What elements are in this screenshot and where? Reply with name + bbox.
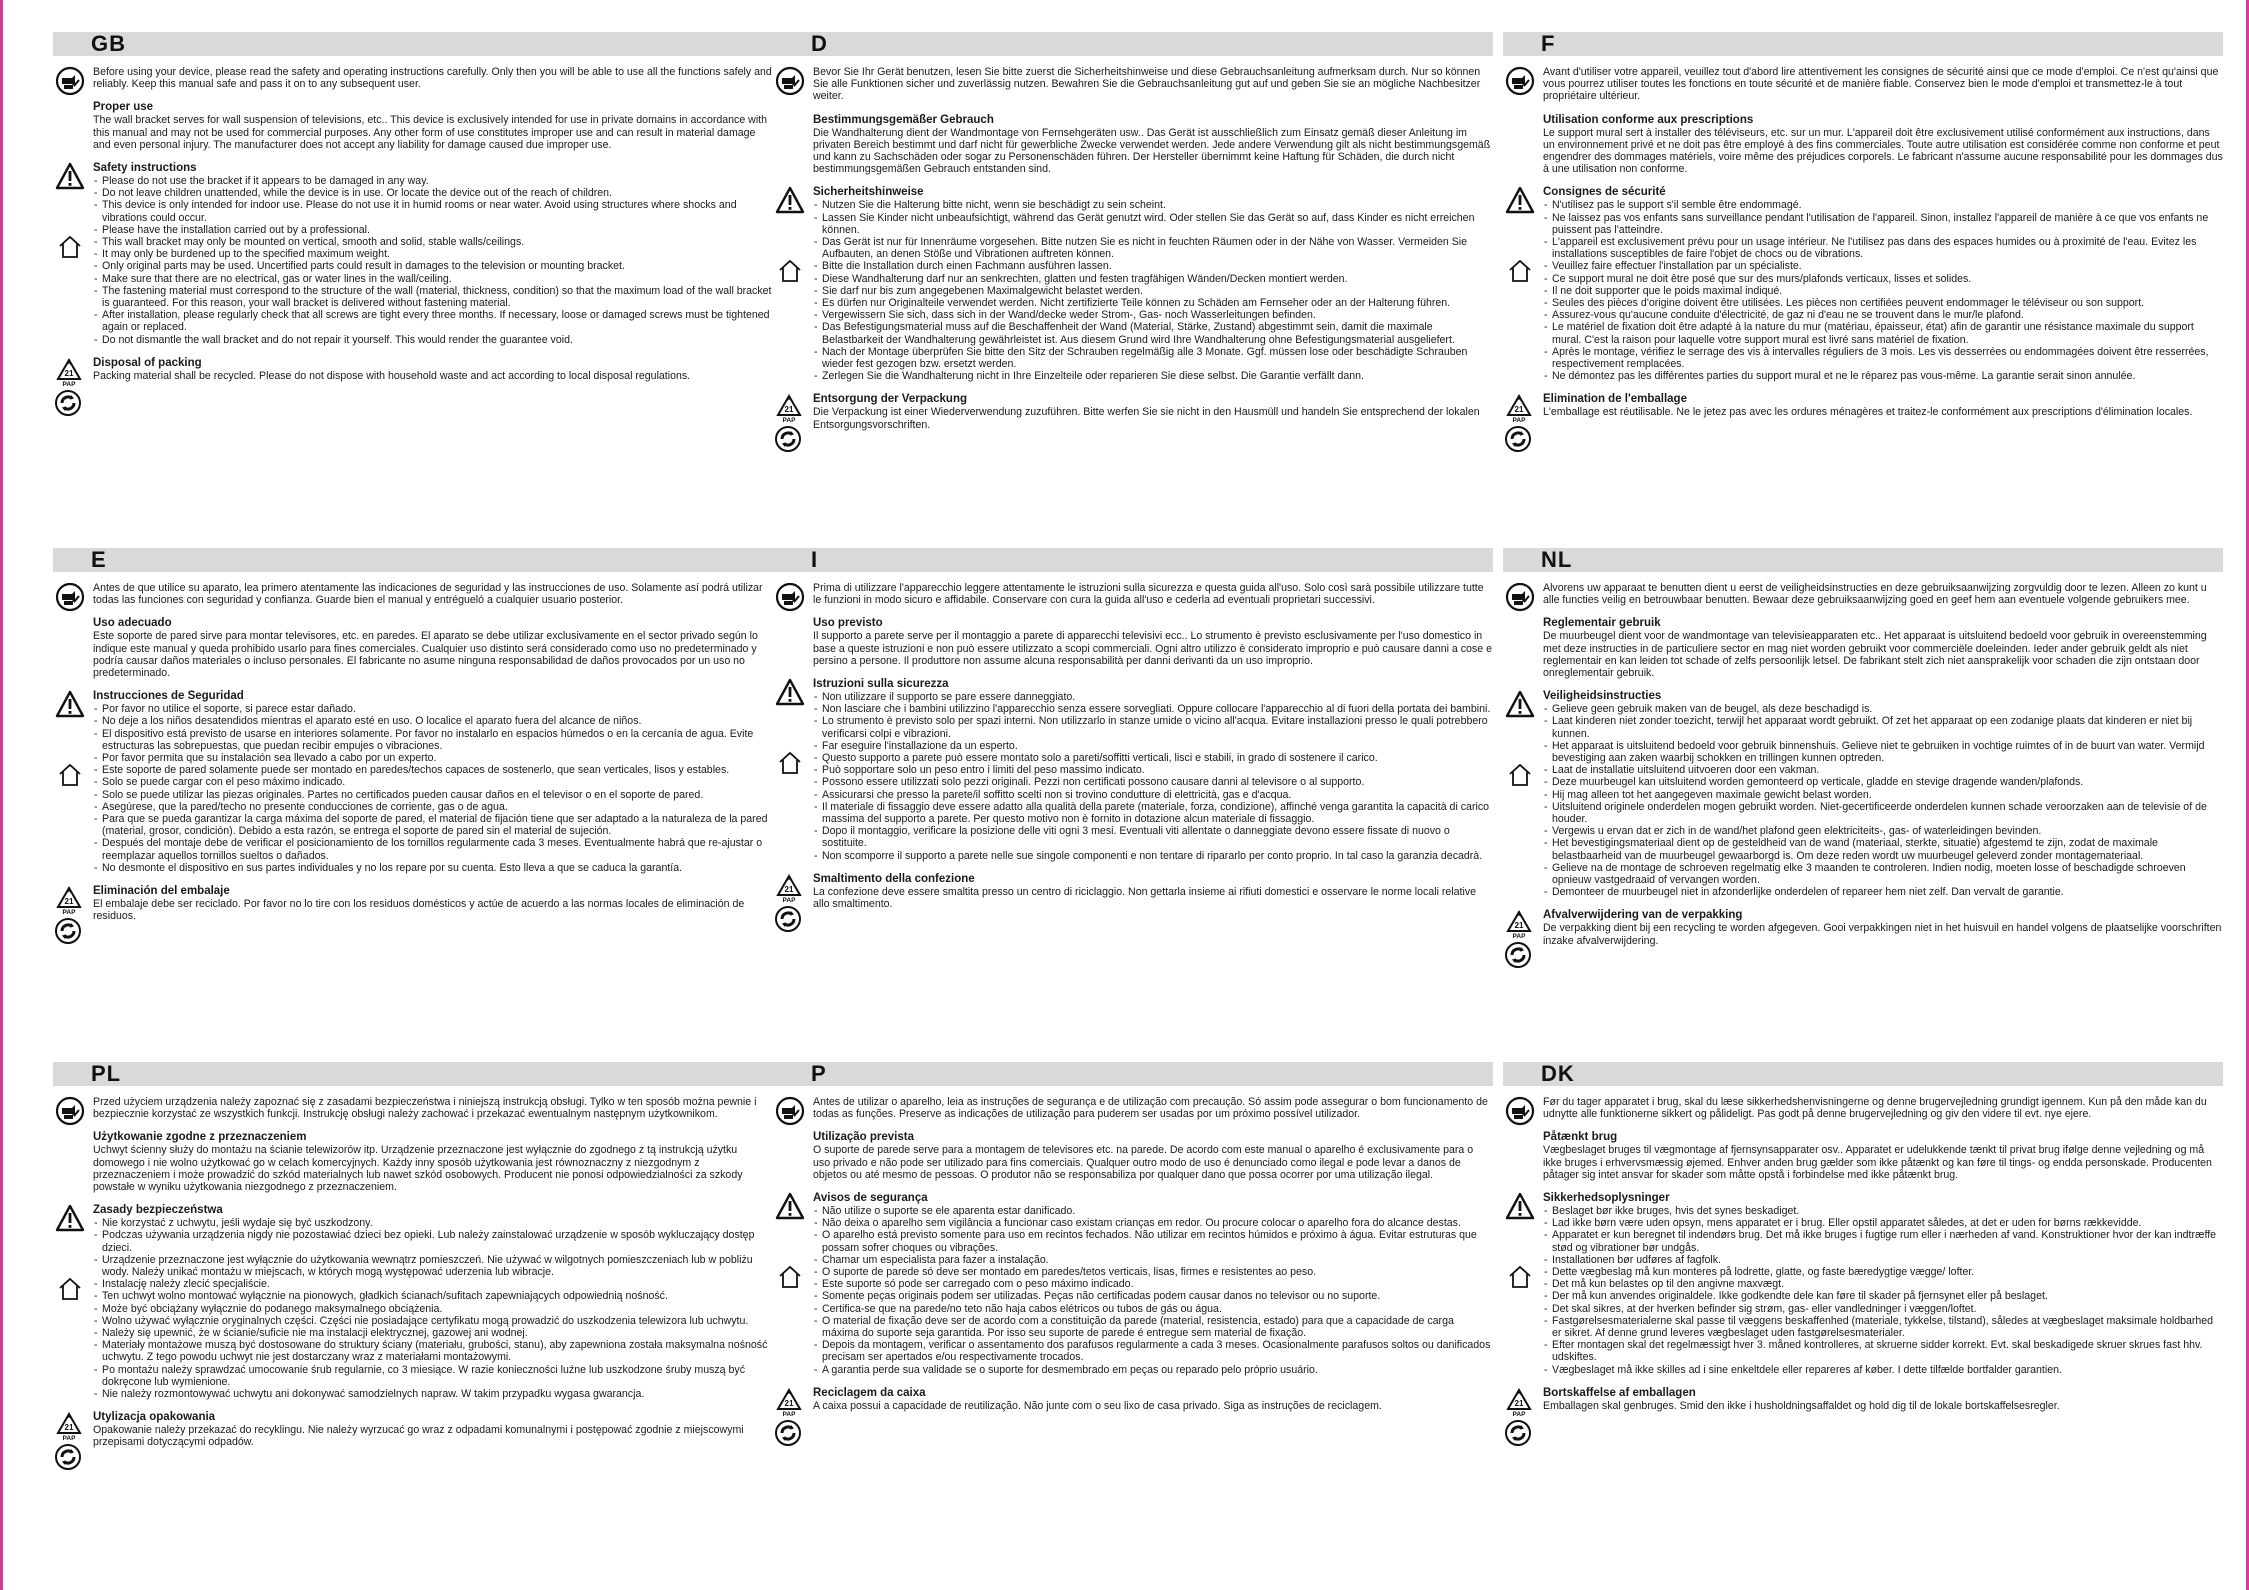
safety-item: - O suporte de parede só deve ser montado em paredes/tetos verticais, lisas, firmes e resistentes ao peso. [813,1266,1493,1278]
safety-item: - Après le montage, vérifiez le serrage des vis à intervalles réguliers de 3 mois. Les vis desserrées ou endommagées doivent être resserrées, respectivement remplacées. [1543,346,2223,370]
disposal-text: A caixa possui a capacidade de reutilização. Não junte com o seu lixo de casa privado. Siga as instruções de reciclagem. [813,1399,1382,1412]
svg-text:21: 21 [64,368,74,378]
warning-triangle-icon [775,1192,805,1222]
svg-text:PAP: PAP [1512,1410,1526,1417]
safety-block [773,678,1493,862]
safety-item: - Por favor permita que su instalación sea llevado a cabo por un experto. [93,752,773,764]
safety-item: - Das Gerät ist nur für Innenräume vorgesehen. Bitte nutzen Sie es nicht in feuchten Räumen oder in der Nähe von Wasser. Vermeiden Sie Aufbauten, an denen Stöße und Vibrationen auftreten können. [813,236,1493,260]
green-dot-icon [1504,941,1536,969]
green-dot-icon [1504,425,1536,453]
green-dot-icon [54,1443,86,1471]
intro-block [1503,1096,2223,1120]
safety-item: - Este suporte só pode ser carregado com o peso máximo indicado. [813,1278,1493,1290]
language-section-f [1503,32,2223,527]
svg-text:PAP: PAP [1512,933,1526,940]
safety-heading: Avisos de segurança [813,1192,928,1205]
safety-item: - Please have the installation carried out by a professional. [93,224,773,236]
safety-block [773,186,1493,382]
safety-item: - L'appareil est exclusivement prévu pour un usage intérieur. Ne l'utilisez pas dans des espaces humides ou à proximité de l'eau. Evitez les installations susceptibles de faire l'objet de chocs ou de vibrations. [1543,236,2223,260]
safety-item: - Far eseguire l'installazione da un esperto. [813,740,1493,752]
disposal-block [53,885,773,922]
disposal-text: Die Verpackung ist einer Wiederverwendung zuzuführen. Bitte werfen Sie sie nicht in den Hausmüll und handeln Sie entsprechend der lokalen Entsorgungsvorschriften. [813,406,1480,431]
safety-item: - Fastgørelsesmaterialerne skal passe til væggens beskaffenhed (materiale, tykkelse, tilstand), således at vægbeslaget maksimale holdbarhed er sikret. Af denne grund leveres vægbeslaget uden fastgørelsesmaterialer. [1543,1315,2223,1339]
proper-use-text: Vægbeslaget bruges til vægmontage af fjernsynsapparater osv.. Apparatet er udelukkende tænkt til privat brug ifølge denne vejledning og må ikke bruges i erhvervsmæssig øjemed. Enhver anden brug gælder som ikke påtænkt og kan føre til tings- og endda personskade. Producenten påtager sig intet ansvar for skader som måtte opstå i forbindelse med ikke påtænkt brug. [1543,1144,2212,1181]
house-icon [1507,1264,1533,1290]
safety-block [1503,1192,2223,1376]
safety-item: - Solo se puede utilizar las piezas originales. Partes no certificados pueden causar daños en el televisor o en el soporte de pared. [93,789,773,801]
read-manual-icon [55,582,85,612]
safety-item: - Può sopportare solo un peso entro i limiti del peso massimo indicato. [813,764,1493,776]
intro-text: Before using your device, please read the safety and operating instructions carefully. Only then you will be able to use all the functions safely and reliably. Keep this manual safe and pass it on to any subsequent user. [93,66,772,91]
disposal-heading: Utylizacja opakowania [93,1411,216,1424]
safety-list [813,1205,1493,1376]
safety-list [1543,703,2223,898]
safety-block [53,1204,773,1400]
safety-item: - Bitte die Installation durch einen Fachmann ausführen lassen. [813,260,1493,272]
proper-use-block [53,1131,773,1193]
intro-block [53,66,773,90]
safety-heading: Veiligheidsinstructies [1543,690,1662,703]
safety-item: - Ne laissez pas vos enfants sans surveillance pendant l'utilisation de l'appareil. Sinon, installez l'appareil de manière à ce que vos enfants ne puissent pas l'atteindre. [1543,212,2223,236]
language-code: NL [1503,548,2223,572]
green-dot-icon [54,389,86,417]
safety-item: - No desmonte el dispositivo en sus partes individuales y no los repare por su cuenta. Esto lleva a que se caduca la garantía. [93,862,773,874]
intro-text: Før du tager apparatet i brug, skal du læse sikkerhedshenvisningerne og denne brugervejledning grundigt igennem. Kun på den måde kan du udnytte alle funktionerne sikkert og pålideligt. Pas godt på denne brugervejledning og giv den videre til evt. nye ejere. [1543,1096,2207,1121]
safety-item: - Certifica-se que na parede/no teto não haja cabos elétricos ou tubos de gás ou água. [813,1303,1493,1315]
disposal-icons [1504,1387,1536,1449]
house-icon [777,750,803,776]
safety-item: - Possono essere utilizzati solo pezzi originali. Pezzi non certificati possono causare danni al televisore o al supporto. [813,776,1493,788]
safety-item: - Laat kinderen niet zonder toezicht, terwijl het apparaat wordt gebruikt. Of zet het apparaat op een zodanige plaats dat kinderen er niet bij kunnen. [1543,715,2223,739]
safety-item: - Somente peças originais podem ser utilizadas. Peças não certificadas podem causar danos no televisor ou no suporte. [813,1290,1493,1302]
safety-heading: Instrucciones de Seguridad [93,690,244,703]
safety-heading: Zasady bezpieczeństwa [93,1204,223,1217]
safety-item: - Det må kun belastes op til den angivne maxvægt. [1543,1278,2223,1290]
disposal-heading: Entsorgung der Verpackung [813,393,967,406]
read-manual-icon [55,1096,85,1126]
language-code: P [773,1062,1493,1086]
disposal-block [773,873,1493,910]
safety-item: - Asegúrese, que la pared/techo no presente conducciones de corriente, gas o de agua. [93,801,773,813]
safety-item: - Materiały montażowe muszą być dostosowane do struktury ściany (materiału, grubości, stanu), aby zapewniona została maksymalna nośność uchwytu. Z tego powodu uchwyt nie jest dostarczany wraz z materiałami montażowymi. [93,1339,773,1363]
safety-item: - Después del montaje debe de verificar el posicionamiento de los tornillos regularmente cada 3 meses. Eventualmente habrá que re-ajustar o reemplazar aquellos tornillos sueltos o dañados. [93,837,773,861]
svg-text:21: 21 [1514,921,1524,931]
disposal-icons [774,1387,806,1449]
disposal-icons [54,1411,86,1473]
svg-text:PAP: PAP [1512,417,1526,424]
house-icon [57,1276,83,1302]
disposal-icons [774,873,806,935]
safety-item: - Não utilize o suporte se ele aparenta estar danificado. [813,1205,1493,1217]
disposal-block [1503,393,2223,424]
disposal-text: Opakowanie należy przekazać do recyklingu. Nie należy wyrzucać go wraz z odpadami komunalnymi i postępować zgodnie z miejscowymi przepisami dotyczącymi odpadów. [93,1424,744,1449]
safety-item: - Urządzenie przeznaczone jest wyłącznie do użytkowania wewnątrz pomieszczeń. Nie używać w wilgotnych pomieszczeniach lub w pobliżu wody. Należy unikać montażu w miejscach, w których mogą występować uderzenia lub wibracje. [93,1254,773,1278]
safety-item: - After installation, please regularly check that all screws are tight every three months. If necessary, loose or damaged screws must be tightened again or replaced. [93,309,773,333]
recycling-pap-icon [1504,1387,1536,1417]
safety-item: - Nutzen Sie die Halterung bitte nicht, wenn sie beschädigt zu sein scheint. [813,199,1493,211]
safety-item: - Assicurarsi che presso la parete/il soffitto scelti non si trovino condutture di elettricità, gas e d'acqua. [813,789,1493,801]
warning-triangle-icon [775,186,805,216]
language-section-dk [1503,1062,2223,1557]
proper-use-text: Il supporto a parete serve per il montaggio a parete di apparecchi televisivi ecc.. Lo strumento è previsto esclusivamente per l'uso domestico in base a queste istruzioni e non può essere utilizzato a scopi commerciali. Ogni altro utilizzo è considerato improprio e può causare danni a cose e persino a persone. Il produttore non assume alcuna responsabilità per danni derivanti da un uso improprio. [813,630,1492,667]
safety-block [53,690,773,874]
recycling-pap-icon [774,1387,806,1417]
safety-item: - Może być obciążany wyłącznie do podanego maksymalnego obciążenia. [93,1303,773,1315]
safety-item: - Deze muurbeugel kan uitsluitend worden gemonteerd op verticale, gladde en stevige dragende wanden/plafonds. [1543,776,2223,788]
intro-text: Avant d'utiliser votre appareil, veuillez tout d'abord lire attentivement les consignes de sécurité ainsi que ce mode d'emploi. Ce n'est qu'ainsi que vous pourrez utiliser toutes les fonctions en toute sécurité et de manière fiable. Conservez bien le mode d'emploi et transmettez-le à tout propriétaire ultérieur. [1543,66,2219,103]
safety-block [1503,186,2223,382]
svg-text:PAP: PAP [62,909,76,916]
disposal-heading: Bortskaffelse af emballagen [1543,1386,1696,1399]
safety-item: - Ne démontez pas les différentes parties du support mural et ne le réparez pas vous-même. La garantie serait sinon annulée. [1543,370,2223,382]
safety-item: - Demonteer de muurbeugel niet in afzonderlijke onderdelen of repareer hem niet zelf. Dan vervalt de garantie. [1543,886,2223,898]
warning-triangle-icon [55,690,85,720]
safety-list [813,199,1493,382]
disposal-text: De verpakking dient bij een recycling te worden afgegeven. Gooi verpakkingen niet in het huisvuil en handel volgens de plaatselijke voorschriften inzake afvalverwijdering. [1543,922,2222,947]
safety-item: - It may only be burdened up to the specified maximum weight. [93,248,773,260]
svg-text:21: 21 [784,405,794,415]
recycling-pap-icon [1504,909,1536,939]
safety-item: - Der må kun anvendes originaldele. Ikke godkendte dele kan føre til skader på fjernsynet eller på beslaget. [1543,1290,2223,1302]
safety-item: - Apparatet er kun beregnet til indendørs brug. Det må ikke bruges i fugtige rum eller i nærheden af vand. Konstruktioner hvor der kan indtræffe stød og vibrationer bør undgås. [1543,1229,2223,1253]
safety-item: - Questo supporto a parete può essere montato solo a pareti/soffitti verticali, lisci e stabili, in grado di sostenere il carico. [813,752,1493,764]
svg-text:PAP: PAP [62,1435,76,1442]
safety-item: - Para que se pueda garantizar la carga máxima del soporte de pared, el material de fijación tiene que ser adaptado a la naturaleza de la pared (material, grosor, condición). Debido a esta razón, se entrega el soporte de pared sin el material de sujeción. [93,813,773,837]
safety-item: - Vergewissern Sie sich, dass sich in der Wand/decke weder Strom-, Gas- noch Wasserleitungen befinden. [813,309,1493,321]
house-icon [57,762,83,788]
house-icon [777,1264,803,1290]
safety-list [93,1217,773,1400]
safety-heading: Safety instructions [93,162,197,175]
safety-item: - Vægbeslaget må ikke skilles ad i sine enkeltdele eller repareres af køber. I dette tilfælde bortfalder garantien. [1543,1364,2223,1376]
proper-use-block [773,114,1493,176]
safety-item: - Laat de installatie uitsluitend uitvoeren door een vakman. [1543,764,2223,776]
language-section-d [773,32,1493,527]
safety-item: - Por favor no utilice el soporte, si parece estar dañado. [93,703,773,715]
intro-block [773,66,1493,103]
disposal-block [1503,1386,2223,1417]
safety-item: - Podczas używania urządzenia nigdy nie pozostawiać dzieci bez opieki. Lub należy zainstalować urządzenie w sposób wykluczający dostęp dzieci. [93,1229,773,1253]
safety-block [1503,690,2223,898]
house-icon [1507,762,1533,788]
safety-list [93,175,773,346]
proper-use-block [53,101,773,151]
intro-block [773,582,1493,606]
proper-use-heading: Utilização prevista [813,1131,914,1144]
disposal-block [1503,909,2223,946]
safety-item: - Depois da montagem, verificar o assentamento dos parafusos regularmente a cada 3 meses. Ocasionalmente parafusos soltos ou danificados precisam ser apertados e/ou respectivamente trocados. [813,1339,1493,1363]
safety-list [813,691,1493,862]
intro-text: Alvorens uw apparaat te benutten dient u eerst de veiligheidsinstructies en deze gebruiksaanwijzing zorgvuldig door te lezen. Alleen zo kunt u alle functies veilig en betrouwbaar benutten. Bewaar deze gebruiksaanwijzing goed en geef hem aan eventuele volgende gebruikers mee. [1543,582,2207,607]
safety-item: - Do not leave children unattended, while the device is in use. Or locate the device out of the reach of children. [93,187,773,199]
safety-item: - Lo strumento è previsto solo per spazi interni. Non utilizzarlo in stanze umide o vicino all'acqua. Evitare installazioni presso le quali potrebbero verificarsi colpi e vibrazioni. [813,715,1493,739]
proper-use-text: Die Wandhalterung dient der Wandmontage von Fernsehgeräten usw.. Das Gerät ist ausschließlich zum Einsatz gemäß dieser Anleitung im privaten Bereich bestimmt und darf nicht für gewerbliche Zwecke verwendet werden. Jede andere Verwendung gilt als nicht bestimmungsgemäß und kann zu Sachschäden oder sogar zu Personenschäden führen. Der Hersteller übernimmt keine Haftung für Schäden, die durch nicht bestimmungsgemäßen Gebrauch entstanden sind. [813,126,1491,176]
safety-item: - Es dürfen nur Originalteile verwendet werden. Nicht zertifizierte Teile können zu Schäden am Fernseher oder an der Halterung führen. [813,297,1493,309]
language-code: I [773,548,1493,572]
proper-use-heading: Proper use [93,101,154,114]
intro-block [773,1096,1493,1120]
svg-text:21: 21 [784,1398,794,1408]
language-section-nl [1503,548,2223,1043]
safety-block [53,162,773,346]
safety-item: - Diese Wandhalterung darf nur an senkrechten, glatten und festen tragfähigen Wänden/Decken montiert werden. [813,273,1493,285]
safety-item: - Do not dismantle the wall bracket and do not repair it yourself. This would render the guarantee void. [93,334,773,346]
recycling-pap-icon [774,873,806,903]
svg-text:21: 21 [784,884,794,894]
safety-item: - Po montażu należy sprawdzać umocowanie śrub regularnie, co 3 miesiące. W razie konieczności luźne lub uszkodzone śruby muszą być dokręcone lub wymienione. [93,1364,773,1388]
disposal-icons [54,357,86,419]
language-code: DK [1503,1062,2223,1086]
safety-item: - The fastening material must correspond to the structure of the wall (material, thickness, condition) so that the maximum load of the wall bracket is guaranteed. For this reason, your wall bracket is delivered without fastening material. [93,285,773,309]
safety-list [1543,1205,2223,1376]
safety-item: - Dette vægbeslag må kun monteres på lodrette, glatte, og faste bæredygtige vægge/ lofter. [1543,1266,2223,1278]
safety-item: - Beslaget bør ikke bruges, hvis det synes beskadiget. [1543,1205,2223,1217]
language-code: GB [53,32,773,56]
warning-triangle-icon [1505,1192,1535,1222]
warning-triangle-icon [1505,186,1535,216]
safety-item: - Dopo il montaggio, verificare la posizione delle viti ogni 3 mesi. Eventuali viti allentate o danneggiate devono essere fissate di nuovo o sostituite. [813,825,1493,849]
proper-use-heading: Bestimmungsgemäßer Gebrauch [813,113,994,126]
safety-item: - Het bevestigingsmateriaal dient op de gesteldheid van de wand (materiaal, sterkte, situatie) afgestemd te zijn, zodat de maximale belastbaarheid van de muurbeugel gewaarborgd is. Om deze reden wordt uw muurbeugel geleverd zonder montagemateriaal. [1543,837,2223,861]
disposal-heading: Eliminación del embalaje [93,885,230,898]
disposal-text: El embalaje debe ser reciclado. Por favor no lo tire con los residuos domésticos y actúe de acuerdo a las normas locales de eliminación de residuos. [93,898,745,923]
intro-block [1503,582,2223,606]
proper-use-block [1503,617,2223,679]
safety-item: - Chamar um especialista para fazer a instalação. [813,1254,1493,1266]
safety-heading: Istruzioni sulla sicurezza [813,678,949,691]
svg-text:21: 21 [64,1423,74,1433]
warning-triangle-icon [55,1204,85,1234]
safety-item: - Make sure that there are no electrical, gas or water lines in the wall/ceiling. [93,273,773,285]
proper-use-text: Le support mural sert à installer des téléviseurs, etc. sur un mur. L'appareil doit être exclusivement utilisé conformément aux instructions, dans un environnement privé et ne doit pas être employé à des fins commerciales. Toute autre utilisation est considérée comme non conforme et peut engendrer des dommages matériels, voire même des préjudices corporels. Le fabricant n'assume aucune responsabilité pour les dommages dus à une utilisation non conforme. [1543,126,2223,176]
disposal-heading: Reciclagem da caixa [813,1386,926,1399]
disposal-icons [774,393,806,455]
safety-item: - N'utilisez pas le support s'il semble être endommagé. [1543,199,2223,211]
recycling-pap-icon [774,393,806,423]
intro-block [1503,66,2223,103]
intro-text: Bevor Sie Ihr Gerät benutzen, lesen Sie bitte zuerst die Sicherheitshinweise und diese Gebrauchsanleitung aufmerksam durch. Nur so können Sie alle Funktionen sicher und zuverlässig nutzen. Bewahren Sie die Gebrauchsanleitung gut auf und geben Sie sie an mögliche Nachbesitzer weiter. [813,66,1481,103]
safety-item: - Nach der Montage überprüfen Sie bitte den Sitz der Schrauben regelmäßig alle 3 Monate. Ggf. müssen lose oder beschädigte Schrauben wieder fest gezogen bzw. ersetzt werden. [813,346,1493,370]
safety-item: - El dispositivo está previsto de usarse en interiores solamente. Por favor no instalarlo en espacios húmedos o en la cercanía de agua. Evite estructuras las sobrepuestas, que puedan recibir empujes o vibraciones. [93,728,773,752]
safety-item: - Lad ikke børn være uden opsyn, mens apparatet er i brug. Eller opstil apparatet således, at det er uden for børns rækkevidde. [1543,1217,2223,1229]
proper-use-heading: Reglementair gebruik [1543,617,1661,630]
safety-item: - Gelieve geen gebruik maken van de beugel, als deze beschadigd is. [1543,703,2223,715]
svg-text:PAP: PAP [62,380,76,387]
safety-item: - Zerlegen Sie die Wandhalterung nicht in Ihre Einzelteile oder reparieren Sie diese selbst. Die Garantie verfällt dann. [813,370,1493,382]
recycling-pap-icon [54,357,86,387]
safety-item: - Uitsluitend originele onderdelen mogen gebruikt worden. Niet-gecertificeerde onderdelen kunnen schade veroorzaken aan de televisie of de houder. [1543,801,2223,825]
house-icon [1507,258,1533,284]
safety-block [773,1192,1493,1376]
proper-use-block [1503,1131,2223,1181]
proper-use-text: O suporte de parede serve para a montagem de televisores etc. na parede. De acordo com este manual o aparelho é exclusivamente para o uso privado e não pode ser utilizado para fins comerciais. Qualquer outro modo de uso é denunciado como ilegal e pode levar a danos de objetos ou até mesmo de pessoas. O produtor não se responsabiliza por qualquer dano que possa ocorrer por uma utilização ilegal. [813,1144,1474,1181]
disposal-text: L'emballage est réutilisable. Ne le jetez pas avec les ordures ménagères et traitez-le conformément aux prescriptions d'élimination locales. [1543,406,2193,419]
safety-item: - Assurez-vous qu'aucune conduite d'électricité, de gaz ni d'eau ne se trouvent dans le mur/le plafond. [1543,309,2223,321]
language-code: F [1503,32,2223,56]
svg-text:21: 21 [1514,405,1524,415]
safety-item: - Seules des pièces d'origine doivent être utilisées. Les pièces non certifiées peuvent endommager le téléviseur ou son support. [1543,297,2223,309]
safety-item: - Solo se puede cargar con el peso máximo indicado. [93,776,773,788]
proper-use-block [1503,114,2223,176]
safety-item: - Instalację należy zlecić specjaliście. [93,1278,773,1290]
house-icon [777,258,803,284]
svg-text:21: 21 [1514,1398,1524,1408]
safety-item: - Ten uchwyt wolno montować wyłącznie na pionowych, gładkich ścianach/sufitach zapewniających odpowiednią nośność. [93,1290,773,1302]
safety-item: - Ce support mural ne doit être posé que sur des murs/plafonds verticaux, lisses et solides. [1543,273,2223,285]
safety-item: - Vergewis u ervan dat er zich in de wand/het plafond geen elektriciteits-, gas- of waterleidingen bevinden. [1543,825,2223,837]
language-section-gb [53,32,773,527]
safety-heading: Sicherheitshinweise [813,186,924,199]
read-manual-icon [1505,1096,1535,1126]
svg-text:PAP: PAP [782,1410,796,1417]
proper-use-heading: Utilisation conforme aux prescriptions [1543,113,1754,126]
language-section-pl [53,1062,773,1557]
safety-item: - Nie korzystać z uchwytu, jeśli wydaje się być uszkodzony. [93,1217,773,1229]
disposal-text: La confezione deve essere smaltita presso un centro di riciclaggio. Non gettarla insieme ai rifiuti domestici e osservare le norme locali relative allo smaltimento. [813,885,1477,911]
safety-item: - O aparelho está previsto somente para uso em recintos fechados. Não utilizar em recintos húmidos e próximo à água. Evitar estruturas que possam sofrer choques ou vibrações. [813,1229,1493,1253]
green-dot-icon [774,1419,806,1447]
proper-use-heading: Uso previsto [813,617,883,630]
house-icon [57,234,83,260]
green-dot-icon [54,917,86,945]
safety-item: - Het apparaat is uitsluitend bedoeld voor gebruik binnenshuis. Gelieve niet te gebruiken in vochtige ruimtes of in de buurt van water. Vermijd bevestiging aan zaken waarbij schokken en trillingen kunnen optreden. [1543,740,2223,764]
proper-use-heading: Użytkowanie zgodne z przeznaczeniem [93,1131,307,1144]
safety-list [93,703,773,874]
safety-item: - Não deixa o aparelho sem vigilância a funcionar caso existam crianças em redor. Ou procure colocar o aparelho fora do alcance destas. [813,1217,1493,1229]
disposal-icons [1504,393,1536,455]
disposal-heading: Elimination de l'emballage [1543,393,1687,406]
green-dot-icon [774,425,806,453]
proper-use-text: The wall bracket serves for wall suspension of televisions, etc.. This device is exclusively intended for use in private domains in accordance with this manual and may not be used for commercial purposes. Any other form of use constitutes improper use and can result in material damage and even personal injury. The manufacturer does not accept any liability for damage caused due improper use. [93,114,768,151]
safety-item: - Il ne doit supporter que le poids maximal indiqué. [1543,285,2223,297]
intro-text: Antes de utilizar o aparelho, leia as instruções de segurança e de utilização com precaução. Só assim pode assegurar o bom funcionamento de todas as funções. Preserve as indicações de utilização para puderem ser usadas por um próximo possível utilizador. [813,1096,1488,1121]
language-section-e [53,548,773,1043]
disposal-heading: Disposal of packing [93,356,202,369]
intro-text: Antes de que utilice su aparato, lea primero atentamente las indicaciones de seguridad y las instrucciones de uso. Solamente así podrá utilizar todas las funciones con seguridad y confianza. Guarde bien el manual y entrégueló a cualquier usuario posterior. [93,582,763,607]
disposal-block [53,356,773,387]
read-manual-icon [775,66,805,96]
intro-block [53,1096,773,1120]
warning-triangle-icon [55,162,85,192]
recycling-pap-icon [54,885,86,915]
disposal-block [773,1386,1493,1417]
safety-item: - Hij mag alleen tot het aangegeven maximale gewicht belast worden. [1543,789,2223,801]
safety-item: - Please do not use the bracket if it appears to be damaged in any way. [93,175,773,187]
safety-item: - Non scomporre il supporto a parete nelle sue singole componenti e non tentare di ripararlo per conto proprio. In tal caso la garanzia decadrà. [813,850,1493,862]
svg-text:21: 21 [64,897,74,907]
safety-item: - Only original parts may be used. Uncertified parts could result in damages to the television or mounting bracket. [93,260,773,272]
safety-item: - Gelieve na de montage de schroeven regelmatig elke 3 maanden te controleren. Indien nodig, moeten losse of beschadigde schroeven opnieuw vastgedraaid of vervangen worden. [1543,862,2223,886]
safety-list [1543,199,2223,382]
proper-use-heading: Påtænkt brug [1543,1131,1618,1144]
proper-use-block [773,617,1493,667]
intro-text: Prima di utilizzare l'apparecchio leggere attentamente le istruzioni sulla sicurezza e questa guida all'uso. Solo così sarà possibile utilizzare tutte le funzioni in modo sicuro e affidabile. Conservare con cura la guida all'uso e cederla ad eventuali proprietari successivi. [813,582,1484,607]
svg-text:PAP: PAP [782,896,796,903]
disposal-icons [1504,909,1536,971]
disposal-block [53,1411,773,1448]
warning-triangle-icon [1505,690,1535,720]
green-dot-icon [774,905,806,933]
read-manual-icon [1505,66,1535,96]
safety-item: - A garantia perde sua validade se o suporte for desmembrado em peças ou reparado pelo próprio usuário. [813,1364,1493,1376]
safety-item: - This device is only intended for indoor use. Please do not use it in humid rooms or near water. Avoid using structures where shocks and vibrations could occur. [93,199,773,223]
safety-item: - Veuillez faire effectuer l'installation par un spécialiste. [1543,260,2223,272]
safety-item: - Sie darf nur bis zum angegebenen Maximalgewicht belastet werden. [813,285,1493,297]
recycling-pap-icon [54,1411,86,1441]
proper-use-text: De muurbeugel dient voor de wandmontage van televisieapparaten etc.. Het apparaat is uitsluitend bedoeld voor gebruik in overeenstemming met deze instructies in de particuliere sector en mag niet worden gebruikt voor commerciële doeleinden. Ieder ander gebruik geldt als niet reglementair en kan leiden tot schade of zelfs persoonlijk letsel. De fabrikant stelt zich niet aansprakelijk voor schaden die zijn ontstaan door onreglementair gebruik. [1543,630,2207,680]
language-code: E [53,548,773,572]
language-code: PL [53,1062,773,1086]
intro-block [53,582,773,606]
language-section-p [773,1062,1493,1557]
safety-item: - Wolno używać wyłącznie oryginalnych części. Części nie posiadające certyfikatu mogą prowadzić do uszkodzenia telewizora lub uchwytu. [93,1315,773,1327]
language-code: D [773,32,1493,56]
read-manual-icon [775,582,805,612]
proper-use-text: Este soporte de pared sirve para montar televisores, etc. en paredes. El aparato se debe utilizar exclusivamente en el sector privado según lo indique este manual y queda prohibido usarlo para fines comerciales. Cualquier uso distinto será considerado como uso no predeterminado y podría causar daños materiales o incluso personales. El fabricante no asume ninguna responsabilidad de daños provocados por un uso no predeterminado. [93,630,758,680]
safety-item: - Nie należy rozmontowywać uchwytu ani dokonywać samodzielnych napraw. W takim przypadku wygasa gwarancja. [93,1388,773,1400]
safety-item: - Non lasciare che i bambini utilizzino l'apparecchio senza essere sorvegliati. Oppure collocare l'apparecchio al di fuori della portata dei bambini. [813,703,1493,715]
safety-item: - O material de fixação deve ser de acordo com a constituição da parede (material, resistencia, estado) para que a capacidade de carga máxima do suporte seja garantida. Por isso seu suporte de parede é entregue sem material de fixação. [813,1315,1493,1339]
proper-use-block [773,1131,1493,1181]
safety-item: - Das Befestigungsmaterial muss auf die Beschaffenheit der Wand (Material, Stärke, Zustand) abgestimmt sein, damit die maximale Belastbarkeit der Wandhalterung gewährleistet ist. Aus diesem Grund wird Ihre Wandhalterung ohne Befestigungsmaterial ausgeliefert. [813,321,1493,345]
safety-heading: Sikkerhedsoplysninger [1543,1192,1670,1205]
read-manual-icon [55,66,85,96]
read-manual-icon [775,1096,805,1126]
disposal-heading: Smaltimento della confezione [813,872,975,885]
language-section-i [773,548,1493,1043]
intro-text: Przed użyciem urządzenia należy zapoznać się z zasadami bezpieczeństwa i niniejszą instrukcją obsługi. Tylko w ten sposób można pewnie i bezpiecznie korzystać ze wszystkich funkcji. Instrukcję obsługi należy zachować i przekazać ewentualnym następnym użytkownikom. [93,1096,757,1121]
safety-heading: Consignes de sécurité [1543,186,1666,199]
safety-item: - Należy się upewnić, że w ścianie/suficie nie ma instalacji elektrycznej, gazowej ani wodnej. [93,1327,773,1339]
safety-item: - Lassen Sie Kinder nicht unbeaufsichtigt, während das Gerät genutzt wird. Oder stellen Sie das Gerät so auf, dass Kinder es nicht erreichen können. [813,212,1493,236]
disposal-text: Emballagen skal genbruges. Smid den ikke i husholdningsaffaldet og hold dig til de lokale bortskaffelsesregler. [1543,1399,2060,1412]
safety-item: - Il materiale di fissaggio deve essere adatto alla qualità della parete (materiale, forza, condizione), affinché venga garantita la capacità di carico massima del supporto a parete. Per questo motivo non è fornito in dotazione alcun materiale di fissaggio. [813,801,1493,825]
green-dot-icon [1504,1419,1536,1447]
safety-item: - No deje a los niños desatendidos mientras el aparato esté en uso. O localice el aparato fuera del alcance de niños. [93,715,773,727]
safety-item: - Le matériel de fixation doit être adapté à la nature du mur (matériau, épaisseur, état) afin de garantir une résistance maximale du support mural. C'est la raison pour laquelle votre support mural est livré sans matériel de fixation. [1543,321,2223,345]
safety-item: - Efter montagen skal det regelmæssigt hver 3. måned kontrolleres, at skruerne sidder korrekt. Evt. skal beskadigede skruer skrues fast hhv. udskiftes. [1543,1339,2223,1363]
proper-use-block [53,617,773,679]
disposal-text: Packing material shall be recycled. Please do not dispose with household waste and act according to local disposal regulations. [93,369,691,382]
safety-item: - Non utilizzare il supporto se pare essere danneggiato. [813,691,1493,703]
svg-text:PAP: PAP [782,417,796,424]
proper-use-heading: Uso adecuado [93,617,172,630]
disposal-icons [54,885,86,947]
proper-use-text: Uchwyt ścienny służy do montażu na ścianie telewizorów itp. Urządzenie przeznaczone jest wyłącznie do zgodnego z tą instrukcją użytku domowego i nie wolno użytkować go w celach komercyjnych. Każdy inny sposób użytkowania jest równoznaczny z niezgodnym z przeznaczeniem i może prowadzić do szkód materialnych lub nawet szkód osobowych. Producent nie ponosi odpowiedzialności za szkody powstałe w wyniku użytkowania niezgodnego z przeznaczeniem. [93,1144,743,1194]
warning-triangle-icon [775,678,805,708]
safety-item: - This wall bracket may only be mounted on vertical, smooth and solid, stable walls/ceilings. [93,236,773,248]
safety-item: - Este soporte de pared solamente puede ser montado en paredes/techos capaces de sostenerlo, que sean verticales, lisos y estables. [93,764,773,776]
safety-item: - Det skal sikres, at der hverken befinder sig strøm, gas- eller vandledninger i væggen/loftet. [1543,1303,2223,1315]
read-manual-icon [1505,582,1535,612]
disposal-heading: Afvalverwijdering van de verpakking [1543,909,1743,922]
safety-item: - Installationen bør udføres af fagfolk. [1543,1254,2223,1266]
disposal-block [773,393,1493,430]
recycling-pap-icon [1504,393,1536,423]
